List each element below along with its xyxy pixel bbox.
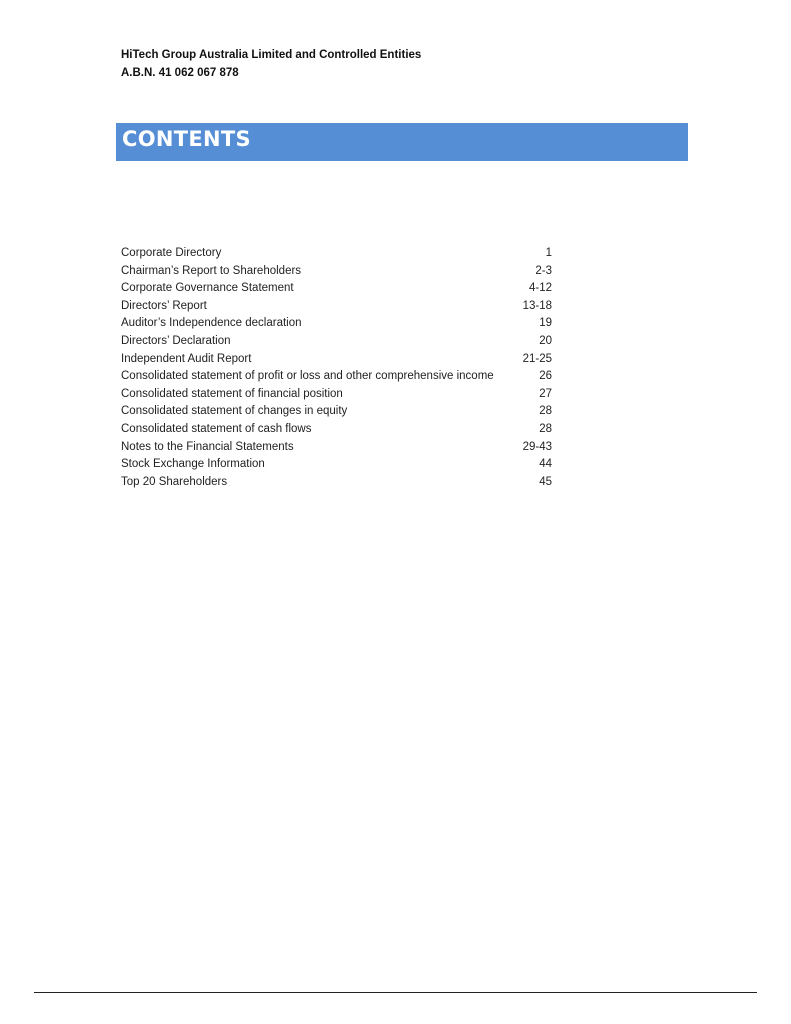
toc-entry — [121, 439, 552, 457]
toc-entry-title: Consolidated statement of changes in equity — [121, 405, 348, 418]
toc-entry-page: 29-43 — [522, 440, 552, 453]
toc-entry — [121, 280, 552, 298]
toc-entry — [121, 298, 552, 316]
page-title: CONTENTS — [122, 127, 251, 151]
toc-entry-page: 21-25 — [522, 352, 552, 365]
toc-entry-title: Directors’ Report — [121, 299, 207, 312]
toc-entry — [121, 315, 552, 333]
toc-entry-title: Consolidated statement of cash flows — [121, 422, 312, 435]
toc-entry-page: 28 — [539, 422, 552, 435]
footer-divider — [34, 992, 757, 993]
toc-entry-page: 45 — [539, 475, 552, 488]
toc-entry-title: Corporate Governance Statement — [121, 282, 294, 295]
toc-entry — [121, 403, 552, 421]
toc-entry — [121, 421, 552, 439]
toc-entry — [121, 245, 552, 263]
toc-entry-page: 44 — [539, 458, 552, 471]
toc-entry-page: 20 — [539, 334, 552, 347]
toc-entry — [121, 263, 552, 281]
company-header — [121, 46, 421, 82]
toc-entry-title: Corporate Directory — [121, 247, 222, 259]
toc-entry — [121, 474, 552, 492]
abn-number: A.B.N. 41 062 067 878 — [121, 67, 239, 79]
toc-entry-title: Stock Exchange Information — [121, 458, 265, 471]
company-name: HiTech Group Australia Limited and Controlled Entities — [121, 49, 422, 61]
toc-entry-title: Consolidated statement of profit or loss and other comprehensive income — [121, 370, 494, 383]
toc-entry-title: Consolidated statement of financial position — [121, 387, 343, 400]
toc-entry-page: 2-3 — [535, 264, 552, 277]
toc-entry-page: 28 — [539, 405, 552, 418]
toc-entry-page: 1 — [545, 247, 552, 259]
toc-entry — [121, 351, 552, 369]
toc-entry-title: Notes to the Financial Statements — [121, 440, 294, 453]
toc-entry-title: Independent Audit Report — [121, 352, 252, 365]
toc-entry — [121, 386, 552, 404]
contents-banner — [116, 123, 688, 161]
table-of-contents — [121, 245, 552, 491]
toc-entry-page: 13-18 — [522, 299, 552, 312]
toc-entry-page: 26 — [539, 370, 552, 383]
toc-entry — [121, 333, 552, 351]
toc-entry-title: Directors’ Declaration — [121, 334, 231, 347]
toc-entry-page: 27 — [539, 387, 552, 400]
toc-entry-title: Top 20 Shareholders — [121, 475, 228, 488]
toc-entry — [121, 456, 552, 474]
toc-entry-page: 19 — [539, 317, 552, 330]
toc-entry-page: 4-12 — [528, 282, 552, 295]
toc-entry-title: Auditor’s Independence declaration — [121, 317, 302, 330]
toc-entry-title: Chairman’s Report to Shareholders — [121, 264, 302, 277]
toc-entry — [121, 368, 552, 386]
